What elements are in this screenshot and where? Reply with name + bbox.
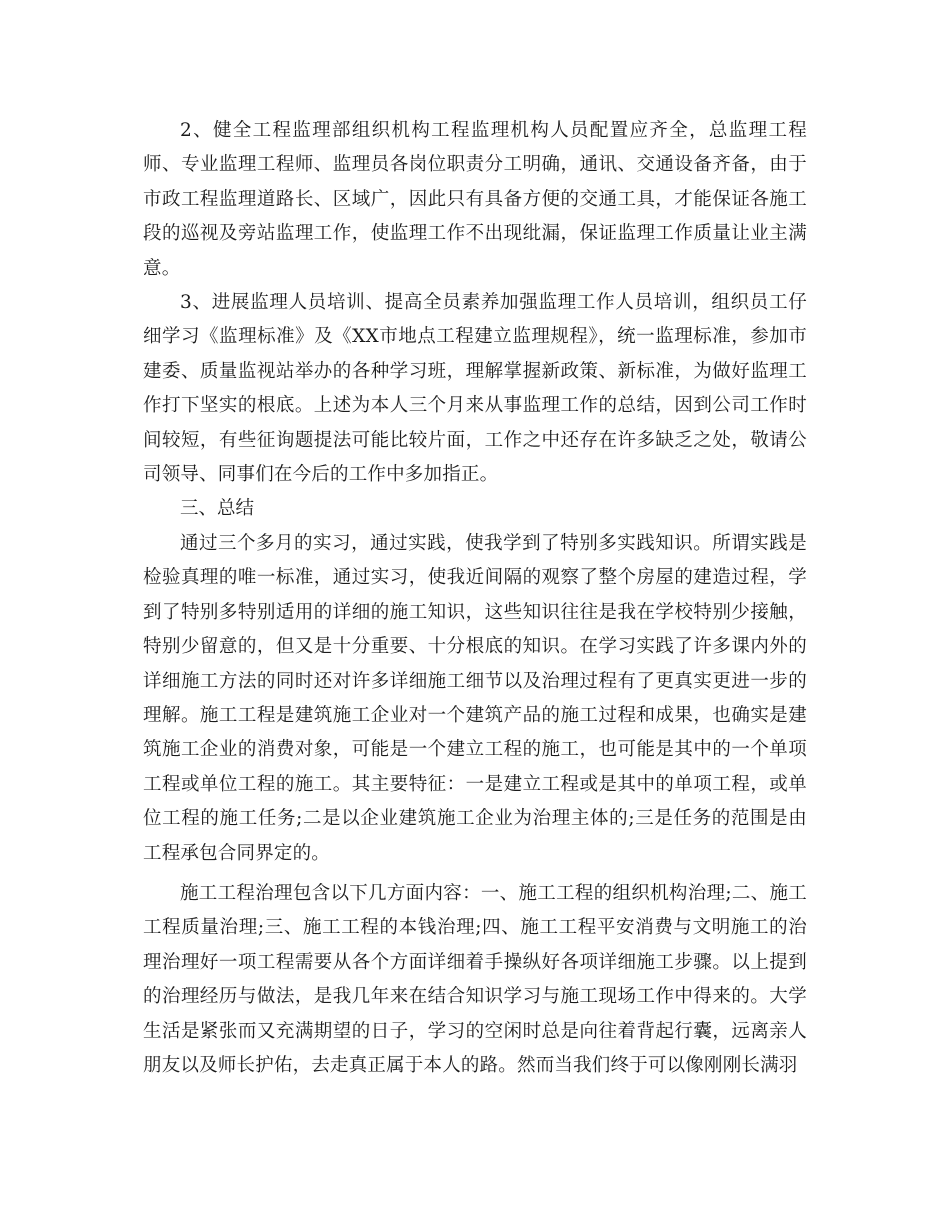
section-heading-summary: 三、总结: [180, 498, 255, 520]
paragraph-summary-internship: 通过三个多月的实习，通过实践，使我学到了特别多实践知识。所谓实践是检验真理的唯一标准，通过实习，使我近间隔的观察了整个房屋的建造过程，学到了特别多特别适用的详细的施工知识，这些知识往往是我在学校特别少接触，特别少留意的，但又是十分重要、十分根底的知识。在学习实践了许多课内外的详细施工方法的同时还对许多详细施工细节以及治理过程有了更真实更进一步的理解。施工工程是建筑施工企业对一个建筑产品的施工过程和成果，也确实是建筑施工企业的消费对象，可能是一个建立工程的施工，也可能是其中的一个单项工程或单位工程的施工。其主要特征：一是建立工程或是其中的单项工程，或单位工程的施工任务;二是以企业建筑施工企业为治理主体的;三是任务的范围是由工程承包合同界定的。: [143, 532, 807, 864]
document-page: [143, 114, 807, 1083]
paragraph-summary-management: 施工工程治理包含以下几方面内容：一、施工工程的组织机构治理;二、施工工程质量治理;三、施工工程的本钱治理;四、施工工程平安消费与文明施工的治理治理好一项工程需要从各个方面详细着手操纵好各项详细施工步骤。以上提到的治理经历与做法，是我几年来在结合知识学习与施工现场工作中得来的。大学生活是紧张而又充满期望的日子，学习的空闲时总是向往着背起行囊，远离亲人朋友以及师长护佑，去走真正属于本人的路。然而当我们终于可以像刚刚长满羽: [143, 882, 807, 1076]
paragraph-staffing: 2、健全工程监理部组织机构工程监理机构人员配置应齐全，总监理工程师、专业监理工程师、监理员各岗位职责分工明确，通讯、交通设备齐备，由于市政工程监理道路长、区域广，因此只有具备方便的交通工具，才能保证各施工段的巡视及旁站监理工作，使监理工作不出现纰漏，保证监理工作质量让业主满意。: [143, 120, 807, 279]
paragraph-training: 3、进展监理人员培训、提高全员素养加强监理工作人员培训，组织员工仔细学习《监理标准》及《XX市地点工程建立监理规程》，统一监理标准，参加市建委、质量监视站举办的各种学习班，理解掌握新政策、新标准，为做好监理工作打下坚实的根底。上述为本人三个月来从事监理工作的总结，因到公司工作时间较短，有些征询题提法可能比较片面，工作之中还存在许多缺乏之处，敬请公司领导、同事们在今后的工作中多加指正。: [143, 292, 807, 486]
